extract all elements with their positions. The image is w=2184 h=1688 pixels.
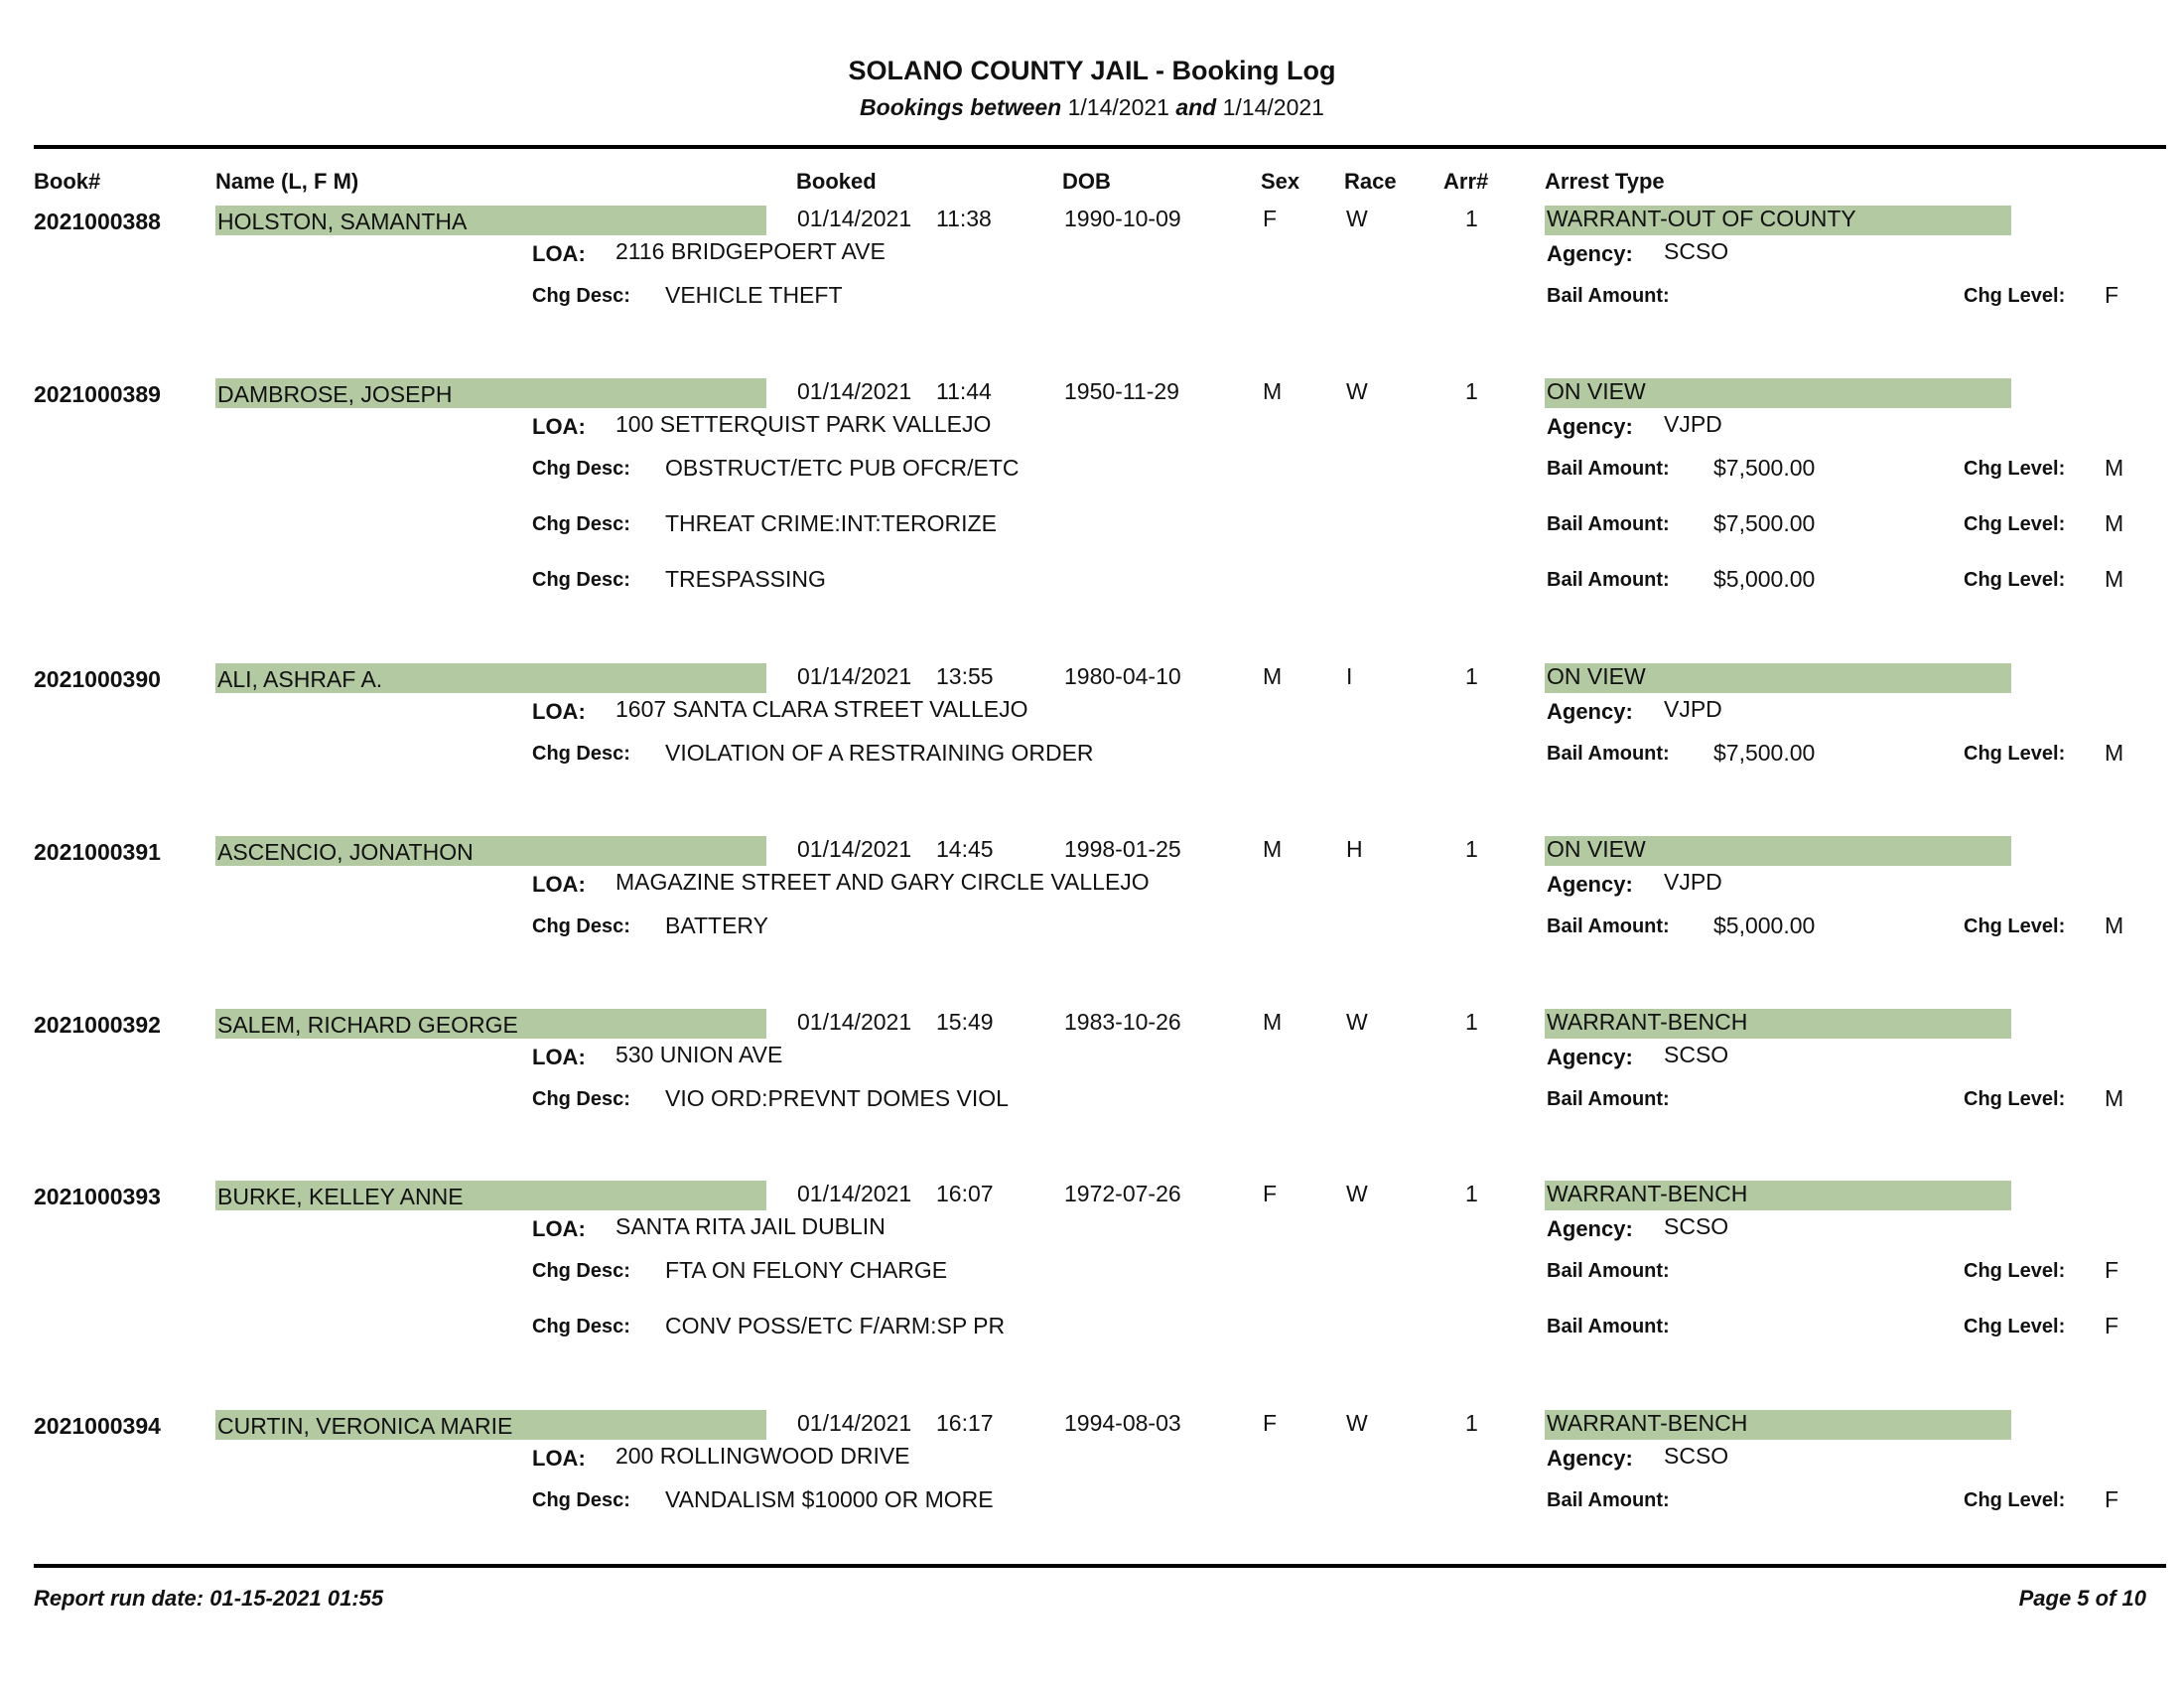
arrest-type: ON VIEW <box>1547 836 1646 862</box>
chg-desc-label: Chg Desc: <box>532 915 630 937</box>
booking-record <box>0 378 2184 592</box>
footer-rule <box>34 1564 2166 1568</box>
booking-record <box>0 1410 2184 1579</box>
sex: F <box>1263 206 1278 231</box>
col-arr: Arr# <box>1443 169 1489 194</box>
loa-label: LOA: <box>532 1045 586 1069</box>
loa-value: SANTA RITA JAIL DUBLIN <box>615 1213 886 1239</box>
inmate-name: ALI, ASHRAF A. <box>217 666 383 692</box>
book-number: 2021000390 <box>34 666 161 692</box>
booked-time: 13:55 <box>936 663 994 689</box>
sex: F <box>1263 1181 1278 1206</box>
header-rule <box>34 145 2166 149</box>
loa-label: LOA: <box>532 1446 586 1471</box>
booked-date: 01/14/2021 <box>797 836 912 862</box>
agency-value: SCSO <box>1664 1443 1729 1469</box>
agency-label: Agency: <box>1547 241 1633 266</box>
arrest-type: WARRANT-BENCH <box>1547 1009 1748 1035</box>
booking-record <box>0 663 2184 832</box>
chg-desc-value: VEHICLE THEFT <box>665 282 843 308</box>
chg-desc-label: Chg Desc: <box>532 513 630 535</box>
chg-level-value: F <box>2105 1257 2119 1283</box>
arrest-number: 1 <box>1465 206 1478 231</box>
loa-label: LOA: <box>532 872 586 897</box>
bail-amount-label: Bail Amount: <box>1547 743 1670 765</box>
agency-label: Agency: <box>1547 699 1633 724</box>
dob: 1983-10-26 <box>1064 1009 1181 1035</box>
booked-time: 14:45 <box>936 836 994 862</box>
chg-level-value: M <box>2105 913 2124 938</box>
loa-label: LOA: <box>532 414 586 439</box>
date-from: 1/14/2021 <box>1067 94 1169 120</box>
chg-desc-label: Chg Desc: <box>532 1489 630 1511</box>
booked-date: 01/14/2021 <box>797 1009 912 1035</box>
date-to: 1/14/2021 <box>1222 94 1324 120</box>
booked-time: 11:38 <box>936 206 992 231</box>
loa-value: 100 SETTERQUIST PARK VALLEJO <box>615 411 992 437</box>
arrest-number: 1 <box>1465 663 1478 689</box>
arrest-type: WARRANT-BENCH <box>1547 1410 1748 1436</box>
col-arrest-type: Arrest Type <box>1545 169 1665 194</box>
booked-date: 01/14/2021 <box>797 206 912 231</box>
bail-amount-label: Bail Amount: <box>1547 285 1670 307</box>
inmate-name: BURKE, KELLEY ANNE <box>217 1184 464 1209</box>
booked-time: 11:44 <box>936 378 992 404</box>
chg-desc-label: Chg Desc: <box>532 285 630 307</box>
inmate-name: SALEM, RICHARD GEORGE <box>217 1012 518 1038</box>
arrest-number: 1 <box>1465 1181 1478 1206</box>
chg-level-label: Chg Level: <box>1964 285 2066 307</box>
sex: M <box>1263 1009 1283 1035</box>
chg-desc-value: TRESPASSING <box>665 566 826 592</box>
chg-desc-label: Chg Desc: <box>532 1260 630 1282</box>
booking-record <box>0 1009 2184 1178</box>
agency-label: Agency: <box>1547 872 1633 897</box>
chg-desc-label: Chg Desc: <box>532 458 630 480</box>
race: W <box>1346 1181 1368 1206</box>
arrest-type: ON VIEW <box>1547 663 1646 689</box>
dob: 1994-08-03 <box>1064 1410 1181 1436</box>
report-run-date: Report run date: 01-15-2021 01:55 <box>34 1586 384 1611</box>
agency-value: VJPD <box>1664 869 1722 895</box>
race: I <box>1346 663 1353 689</box>
col-sex: Sex <box>1261 169 1300 194</box>
chg-desc-label: Chg Desc: <box>532 743 630 765</box>
book-number: 2021000389 <box>34 381 161 407</box>
arrest-number: 1 <box>1465 1009 1478 1035</box>
booked-time: 16:07 <box>936 1181 994 1206</box>
arrest-number: 1 <box>1465 1410 1478 1436</box>
bail-amount-label: Bail Amount: <box>1547 1088 1670 1110</box>
chg-desc-label: Chg Desc: <box>532 1088 630 1110</box>
bail-amount-value: $7,500.00 <box>1713 455 1816 481</box>
bail-amount-value: $7,500.00 <box>1713 510 1816 536</box>
dob: 1990-10-09 <box>1064 206 1181 231</box>
chg-level-label: Chg Level: <box>1964 1489 2066 1511</box>
booked-date: 01/14/2021 <box>797 1181 912 1206</box>
agency-value: SCSO <box>1664 1213 1729 1239</box>
chg-level-label: Chg Level: <box>1964 1260 2066 1282</box>
sex: M <box>1263 378 1283 404</box>
chg-desc-value: BATTERY <box>665 913 768 938</box>
loa-value: 1607 SANTA CLARA STREET VALLEJO <box>615 696 1028 722</box>
loa-label: LOA: <box>532 241 586 266</box>
agency-label: Agency: <box>1547 1216 1633 1241</box>
subtitle-and: and <box>1175 94 1217 120</box>
booking-record <box>0 206 2184 374</box>
dob: 1980-04-10 <box>1064 663 1181 689</box>
book-number: 2021000391 <box>34 839 161 865</box>
race: W <box>1346 378 1368 404</box>
sex: F <box>1263 1410 1278 1436</box>
chg-level-label: Chg Level: <box>1964 458 2066 480</box>
agency-value: VJPD <box>1664 411 1722 437</box>
book-number: 2021000392 <box>34 1012 161 1038</box>
chg-desc-value: VANDALISM $10000 OR MORE <box>665 1486 994 1512</box>
chg-desc-value: THREAT CRIME:INT:TERORIZE <box>665 510 997 536</box>
book-number: 2021000394 <box>34 1413 161 1439</box>
booked-date: 01/14/2021 <box>797 1410 912 1436</box>
chg-level-label: Chg Level: <box>1964 513 2066 535</box>
chg-level-label: Chg Level: <box>1964 1316 2066 1337</box>
col-dob: DOB <box>1062 169 1111 194</box>
agency-value: SCSO <box>1664 1042 1729 1067</box>
bail-amount-value: $5,000.00 <box>1713 913 1816 938</box>
subtitle-lead: Bookings between <box>860 94 1062 120</box>
book-number: 2021000388 <box>34 209 161 234</box>
sex: M <box>1263 663 1283 689</box>
arrest-number: 1 <box>1465 836 1478 862</box>
inmate-name: DAMBROSE, JOSEPH <box>217 381 453 407</box>
chg-level-value: M <box>2105 740 2124 766</box>
booked-time: 15:49 <box>936 1009 994 1035</box>
chg-desc-value: CONV POSS/ETC F/ARM:SP PR <box>665 1313 1006 1338</box>
booked-date: 01/14/2021 <box>797 378 912 404</box>
loa-label: LOA: <box>532 699 586 724</box>
chg-level-label: Chg Level: <box>1964 1088 2066 1110</box>
sex: M <box>1263 836 1283 862</box>
booked-time: 16:17 <box>936 1410 994 1436</box>
loa-value: MAGAZINE STREET AND GARY CIRCLE VALLEJO <box>615 869 1150 895</box>
loa-value: 2116 BRIDGEPOERT AVE <box>615 238 886 264</box>
arrest-number: 1 <box>1465 378 1478 404</box>
chg-desc-label: Chg Desc: <box>532 569 630 591</box>
dob: 1998-01-25 <box>1064 836 1181 862</box>
col-booked: Booked <box>796 169 877 194</box>
chg-level-label: Chg Level: <box>1964 743 2066 765</box>
bail-amount-label: Bail Amount: <box>1547 1260 1670 1282</box>
agency-label: Agency: <box>1547 414 1633 439</box>
inmate-name: HOLSTON, SAMANTHA <box>217 209 468 234</box>
arrest-type: ON VIEW <box>1547 378 1646 404</box>
bail-amount-label: Bail Amount: <box>1547 569 1670 591</box>
inmate-name: CURTIN, VERONICA MARIE <box>217 1413 513 1439</box>
bail-amount-label: Bail Amount: <box>1547 458 1670 480</box>
inmate-name: ASCENCIO, JONATHON <box>217 839 474 865</box>
chg-desc-value: OBSTRUCT/ETC PUB OFCR/ETC <box>665 455 1020 481</box>
chg-level-label: Chg Level: <box>1964 915 2066 937</box>
race: H <box>1346 836 1363 862</box>
arrest-type: WARRANT-BENCH <box>1547 1181 1748 1206</box>
page-number: Page 5 of 10 <box>2018 1586 2146 1611</box>
chg-level-value: M <box>2105 566 2124 592</box>
chg-level-value: F <box>2105 282 2119 308</box>
loa-value: 530 UNION AVE <box>615 1042 783 1067</box>
chg-level-value: F <box>2105 1486 2119 1512</box>
dob: 1950-11-29 <box>1064 378 1179 404</box>
race: W <box>1346 1009 1368 1035</box>
bail-amount-label: Bail Amount: <box>1547 1489 1670 1511</box>
report-title: SOLANO COUNTY JAIL - Booking Log <box>848 56 1336 85</box>
agency-label: Agency: <box>1547 1045 1633 1069</box>
col-name: Name (L, F M) <box>215 169 359 194</box>
race: W <box>1346 1410 1368 1436</box>
agency-value: VJPD <box>1664 696 1722 722</box>
loa-value: 200 ROLLINGWOOD DRIVE <box>615 1443 910 1469</box>
chg-desc-value: VIO ORD:PREVNT DOMES VIOL <box>665 1085 1009 1111</box>
bail-amount-label: Bail Amount: <box>1547 513 1670 535</box>
bail-amount-label: Bail Amount: <box>1547 915 1670 937</box>
race: W <box>1346 206 1368 231</box>
chg-level-value: F <box>2105 1313 2119 1338</box>
booking-record <box>0 1181 2184 1349</box>
chg-desc-label: Chg Desc: <box>532 1316 630 1337</box>
agency-value: SCSO <box>1664 238 1729 264</box>
book-number: 2021000393 <box>34 1184 161 1209</box>
agency-label: Agency: <box>1547 1446 1633 1471</box>
col-book: Book# <box>34 169 101 194</box>
bail-amount-value: $7,500.00 <box>1713 740 1816 766</box>
booking-record <box>0 836 2184 1005</box>
chg-level-value: M <box>2105 1085 2124 1111</box>
loa-label: LOA: <box>532 1216 586 1241</box>
chg-level-value: M <box>2105 455 2124 481</box>
arrest-type: WARRANT-OUT OF COUNTY <box>1547 206 1856 231</box>
col-race: Race <box>1344 169 1397 194</box>
booked-date: 01/14/2021 <box>797 663 912 689</box>
chg-level-value: M <box>2105 510 2124 536</box>
bail-amount-value: $5,000.00 <box>1713 566 1816 592</box>
chg-level-label: Chg Level: <box>1964 569 2066 591</box>
report-subtitle <box>0 94 2184 121</box>
chg-desc-value: FTA ON FELONY CHARGE <box>665 1257 948 1283</box>
bail-amount-label: Bail Amount: <box>1547 1316 1670 1337</box>
dob: 1972-07-26 <box>1064 1181 1181 1206</box>
chg-desc-value: VIOLATION OF A RESTRAINING ORDER <box>665 740 1094 766</box>
